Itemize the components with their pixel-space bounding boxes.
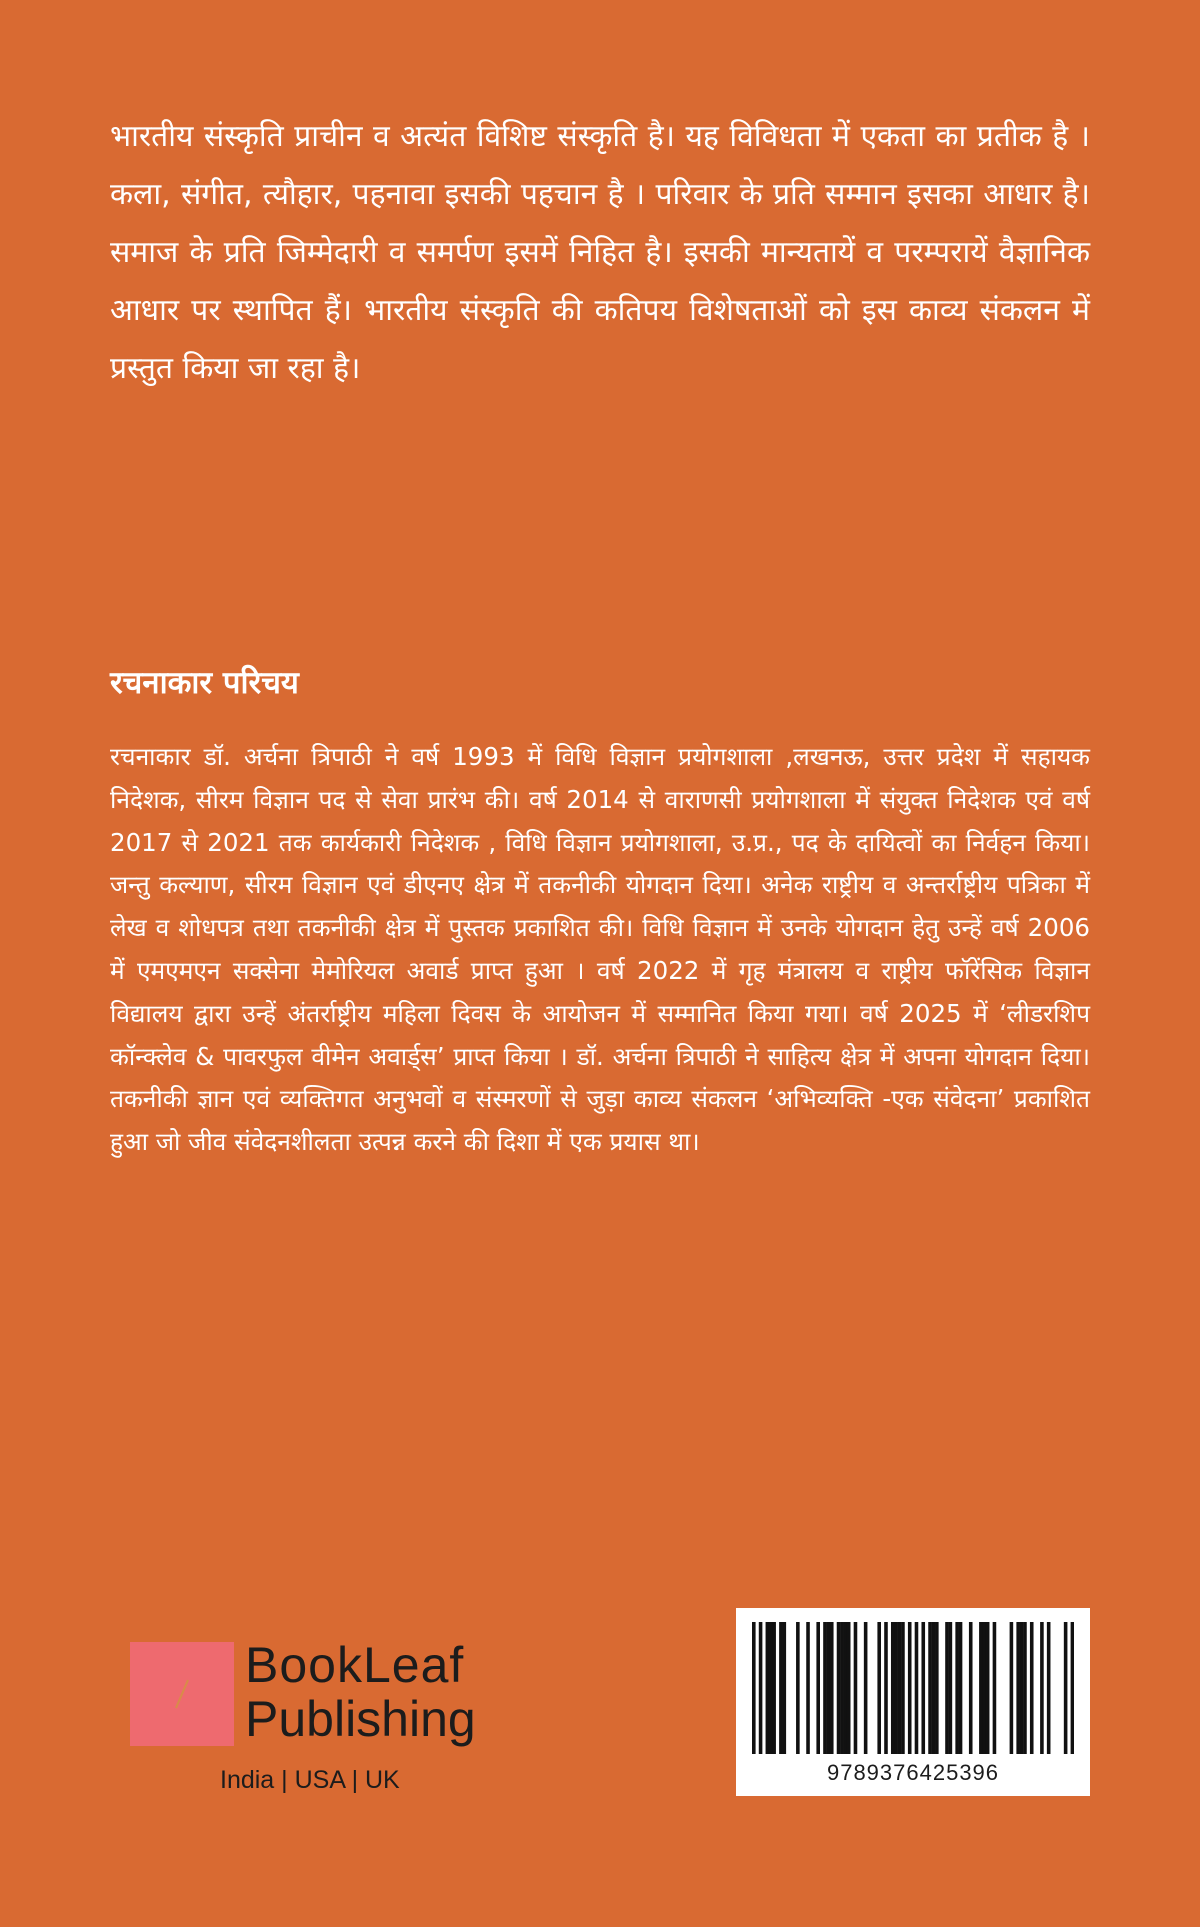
barcode-bar xyxy=(830,1622,834,1754)
barcode-bar xyxy=(935,1622,939,1754)
blurb-text: भारतीय संस्कृति प्राचीन व अत्यंत विशिष्ट संस्कृति है। यह विविधता में एकता का प्रतीक है । कला, संगीत, त्यौहार, पहनावा इसकी पहचान है । परिवार के प्रति सम्मान इसका आधार है। समाज के प्रति जिम्मेदारी व समर्पण इसमें निहित है। इसकी मान्यतायें व परम्परायें वैज्ञानिक आधार पर स्थापित हैं। भारतीय संस्कृति की कतिपय विशेषताओं को इस काव्य संकलन में प्रस्तुत किया जा रहा है। xyxy=(110,119,1090,386)
barcode-bar xyxy=(752,1622,756,1754)
barcode-bar xyxy=(840,1622,844,1754)
barcode-bar xyxy=(779,1622,783,1754)
barcode-bar xyxy=(949,1622,953,1754)
barcode-bar xyxy=(1023,1622,1027,1754)
barcode-bar xyxy=(816,1622,820,1754)
author-bio-text: रचनाकार डॉ. अर्चना त्रिपाठी ने वर्ष 1993 में विधि विज्ञान प्रयोगशाला ,लखनऊ, उत्तर प्रदेश में सहायक निदेशक, सीरम विज्ञान पद से सेवा प्रारंभ की। वर्ष 2014 से वाराणसी प्रयोगशाला में संयुक्त निदेशक एवं वर्ष 2017 से 2021 तक कार्यकारी निदेशक , विधि विज्ञान प्रयोगशाला, उ.प्र., पद के दायित्वों का निर्वहन किया। जन्तु कल्याण, सीरम विज्ञान एवं डीएनए क्षेत्र में तकनीकी योगदान दिया। अनेक राष्ट्रीय व अन्तर्राष्ट्रीय पत्रिका में लेख व शोधपत्र तथा तकनीकी क्षेत्र में पुस्तक प्रकाशित की। विधि विज्ञान में उनके योगदान हेतु उन्हें वर्ष 2006 में एमएमएन सक्सेना मेमोरियल अवार्ड प्राप्त हुआ । वर्ष 2022 में गृह मंत्रालय व राष्ट्रीय फॉरेंसिक विज्ञान विद्यालय द्वारा उन्हें अंतर्राष्ट्रीय महिला दिवस के आयोजन में सम्मानित किया गया। वर्ष 2025 में ‘लीडरशिप कॉन्क्लेव & पावरफुल वीमेन अवार्ड्स’ प्राप्त किया । डॉ. अर्चना त्रिपाठी ने साहित्य क्षेत्र में अपना योगदान दिया। तकनीकी ज्ञान एवं व्यक्तिगत अनुभवों व संस्मरणों से जुड़ा काव्य संकलन ‘अभिव्यक्ति -एक संवेदना’ प्रकाशित हुआ जो जीव संवेदनशीलता उत्पन्न करने की दिशा में एक प्रयास था। xyxy=(110,742,1090,1157)
barcode-bar xyxy=(1020,1622,1024,1754)
barcode-bar xyxy=(901,1622,905,1754)
barcode-bar xyxy=(796,1622,800,1754)
barcode-bar xyxy=(898,1622,902,1754)
barcode-bar xyxy=(932,1622,936,1754)
barcode-bar xyxy=(823,1622,827,1754)
barcode-bar xyxy=(1010,1622,1014,1754)
barcode-bar xyxy=(1047,1622,1051,1754)
barcode-bar xyxy=(884,1622,888,1754)
barcode-bar xyxy=(766,1622,770,1754)
barcode-bar xyxy=(955,1622,959,1754)
barcode-bar xyxy=(1016,1622,1020,1754)
barcode-bar xyxy=(877,1622,881,1754)
publisher-logo xyxy=(130,1638,510,1798)
barcode-bar xyxy=(847,1622,851,1754)
barcode-bar xyxy=(915,1622,919,1754)
barcode-bar xyxy=(928,1622,932,1754)
barcode-bar xyxy=(1030,1622,1034,1754)
barcode-bar xyxy=(921,1622,925,1754)
publisher-regions: India | USA | UK xyxy=(220,1766,400,1794)
barcode-bar xyxy=(783,1622,787,1754)
barcode-bars xyxy=(752,1622,1074,1754)
barcode-bar xyxy=(894,1622,898,1754)
barcode-bar xyxy=(959,1622,963,1754)
barcode-bar xyxy=(864,1622,868,1754)
barcode-bar xyxy=(945,1622,949,1754)
barcode-bar xyxy=(908,1622,912,1754)
barcode-bar xyxy=(1071,1622,1074,1754)
barcode-bar xyxy=(854,1622,858,1754)
publisher-name-line2: Publishing xyxy=(245,1691,476,1747)
barcode-bar xyxy=(837,1622,841,1754)
leaf-logo-icon xyxy=(130,1642,234,1746)
barcode-bar xyxy=(759,1622,763,1754)
barcode-bar xyxy=(806,1622,810,1754)
barcode-bar xyxy=(772,1622,776,1754)
author-section-title: रचनाकार परिचय xyxy=(110,665,299,701)
isbn-number: 9789376425396 xyxy=(826,1760,1000,1785)
barcode-bar xyxy=(979,1622,983,1754)
barcode-bar xyxy=(986,1622,990,1754)
isbn-barcode xyxy=(736,1608,1090,1796)
barcode-bar xyxy=(969,1622,973,1754)
barcode-bar xyxy=(827,1622,831,1754)
barcode-bar xyxy=(769,1622,773,1754)
publisher-name-line1: BookLeaf xyxy=(245,1637,465,1693)
barcode-bar xyxy=(891,1622,895,1754)
barcode-bar xyxy=(1040,1622,1044,1754)
barcode-bar xyxy=(993,1622,997,1754)
barcode-bar xyxy=(982,1622,986,1754)
barcode-bar xyxy=(1064,1622,1068,1754)
barcode-bar xyxy=(844,1622,848,1754)
